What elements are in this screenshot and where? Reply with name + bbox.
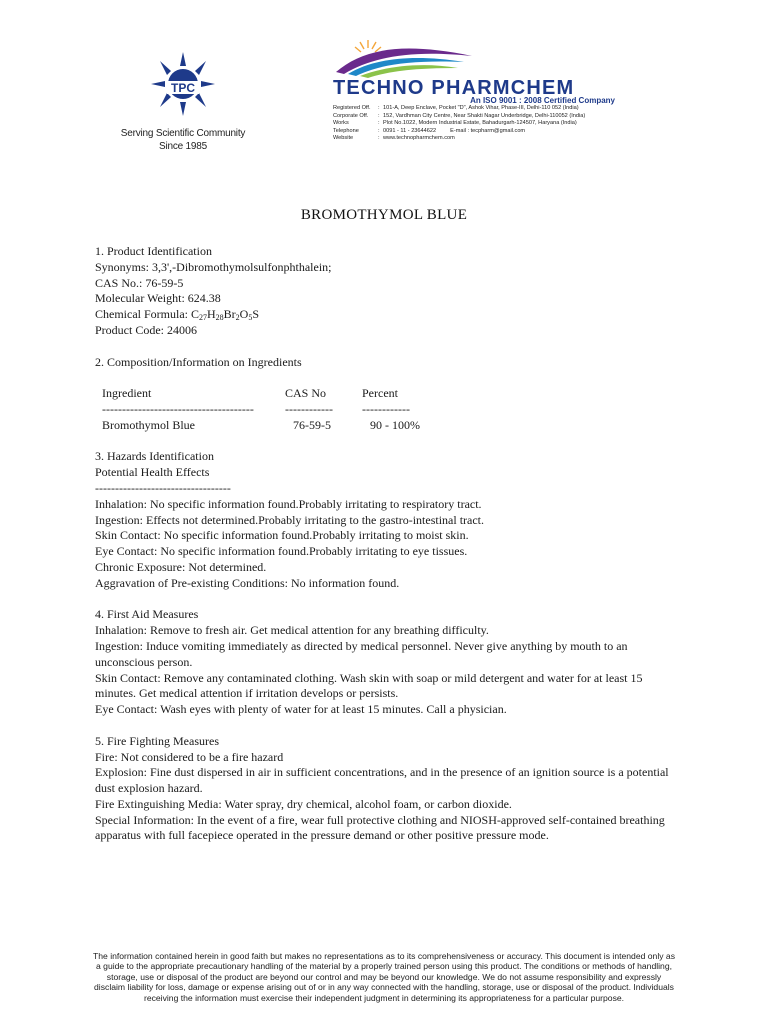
column-header: Ingredient <box>102 386 152 401</box>
fire-line: Explosion: Fine dust dispersed in air in sufficient concentrations, and in the presence of an ignition source is a potential dust explosion hazard. <box>95 765 669 796</box>
iso-certification: An ISO 9001 : 2008 Certified Company <box>470 96 615 105</box>
formula-subscript: 27 <box>199 313 207 323</box>
fire-line: Special Information: In the event of a fire, wear full protective clothing and NIOSH-approved self-contained breathing apparatus with full facepiece operated in the pressure demand or other positive pressure mode. <box>95 812 665 843</box>
address-separator: : <box>378 127 380 134</box>
section-heading: 4. First Aid Measures <box>95 607 199 622</box>
formula-subscript: 28 <box>215 313 224 323</box>
address-block <box>333 105 618 143</box>
formula-element: H <box>207 307 216 322</box>
address-row <box>333 105 618 113</box>
address-key: Corporate Off. <box>333 112 369 119</box>
address-row <box>333 135 618 143</box>
telephone-value: 0091 - 11 - 23644622 <box>383 127 437 134</box>
address-row <box>333 113 618 121</box>
percent-cell: 90 - 100% <box>370 417 420 432</box>
molecular-weight-line: Molecular Weight: 624.38 <box>95 291 221 306</box>
formula-element: S <box>252 307 260 322</box>
sun-emblem-icon <box>144 52 222 124</box>
address-separator: : <box>378 112 380 119</box>
table-row <box>102 418 680 434</box>
section-heading: 5. Fire Fighting Measures <box>95 733 219 748</box>
hazard-line: Eye Contact: No specific information found.Probably irritating to eye tissues. <box>95 544 468 559</box>
rule: ------------ <box>285 401 333 416</box>
address-separator: : <box>378 120 380 127</box>
section-heading: 2. Composition/Information on Ingredients <box>95 354 302 369</box>
email-value: E-mail : tecpharm@gmail.com <box>450 127 526 134</box>
rule: ------------ <box>362 401 410 416</box>
ingredients-table <box>102 386 680 433</box>
section-heading: 3. Hazards Identification <box>95 449 214 464</box>
address-separator: : <box>378 105 380 111</box>
hazard-line: Aggravation of Pre-existing Conditions: No information found. <box>95 575 400 590</box>
first-aid-line: Inhalation: Remove to fresh air. Get medical attention for any breathing difficulty. <box>95 623 489 638</box>
company-name: TECHNO PHARMCHEM <box>333 77 575 99</box>
footer-disclaimer: The information contained herein in good faith but makes no representations as to its comprehensiveness or accuracy. This document is intended only as a guide to the appropriate precautionary handling of the material by a properly trained person using this product. The conditions or methods of handling, storage, use or disposal of the product are beyond our control and may be beyond our knowledge. We do not assume responsibility and expressly disclaim liability for loss, damage or expense arising out of or in any way connected with the handling, storage, use or disposal of the product. Individuals receiving the information must exercise their independent judgment in determining its appropriateness for a particular purpose. <box>93 951 675 1003</box>
table-header-row <box>102 386 680 402</box>
tpc-since: Since 1985 <box>158 141 208 152</box>
formula-element: C <box>190 307 199 322</box>
formula-element: Br <box>223 307 236 322</box>
rule: -------------------------------------- <box>102 401 254 416</box>
address-key: Registered Off. <box>333 105 371 111</box>
chemical-formula-line <box>95 307 680 323</box>
website-value: www.technopharmchem.com <box>383 135 455 142</box>
first-aid-line: Skin Contact: Remove any contaminated clothing. Wash skin with soap or mild detergent and water for at least 15 minutes. Get medical attention if irritation develops or persists. <box>95 670 643 701</box>
table-rule-row <box>102 402 680 418</box>
column-header: Percent <box>362 386 398 401</box>
address-key: Website <box>333 135 354 142</box>
address-value: 101-A, Deep Enclave, Pocket "D", Ashok Vihar, Phase-III, Delhi-110 052 (India) <box>383 105 579 111</box>
section-heading: 1. Product Identification <box>95 244 212 258</box>
tpc-logo <box>108 52 258 152</box>
first-aid-line: Eye Contact: Wash eyes with plenty of water for at least 15 minutes. Call a physician. <box>95 702 507 717</box>
fire-line: Fire: Not considered to be a fire hazard <box>95 749 284 764</box>
logo-text: TPC <box>171 81 195 95</box>
hazard-line: Skin Contact: No specific information found.Probably irritating to moist skin. <box>95 528 469 543</box>
address-key: Works <box>333 120 349 127</box>
formula-subscript: 2 <box>235 313 240 323</box>
hazard-line: Chronic Exposure: Not determined. <box>95 559 267 574</box>
first-aid-line: Ingestion: Induce vomiting immediately as directed by medical personnel. Never give anything by mouth to an unconscious person. <box>95 638 628 669</box>
rule: ---------------------------------- <box>95 480 231 495</box>
document-title: BROMOTHYMOL BLUE <box>300 207 468 223</box>
tpc-tagline: Serving Scientific Community <box>120 128 246 139</box>
formula-subscript: 5 <box>248 313 253 323</box>
brand-swoosh-icon <box>334 38 474 78</box>
subheading: Potential Health Effects <box>95 465 210 480</box>
cas-cell: 76-59-5 <box>293 417 331 432</box>
address-separator: : <box>378 135 380 142</box>
address-value: Plot No.1022, Modern Industrial Estate, Bahadurgarh-124507, Haryana (India) <box>383 120 577 127</box>
hazard-line: Ingestion: Effects not determined.Probably irritating to the gastro-intestinal tract. <box>95 512 485 527</box>
hazard-line: Inhalation: No specific information found.Probably irritating to respiratory tract. <box>95 496 482 511</box>
cas-line: CAS No.: 76-59-5 <box>95 275 184 290</box>
formula-element: O <box>239 307 249 322</box>
document-content <box>95 244 680 844</box>
address-key: Telephone <box>333 127 359 134</box>
column-header: CAS No <box>285 386 327 401</box>
ingredient-cell: Bromothymol Blue <box>102 417 195 432</box>
address-row <box>333 128 618 136</box>
formula-label: Chemical Formula: <box>95 307 191 322</box>
address-row <box>333 120 618 128</box>
synonyms-line: Synonyms: 3,3',-Dibromothymolsulfonphthalein; <box>95 259 332 274</box>
address-value: 152, Vardhman City Centre, Near Shakti Nagar Underbridge, Delhi-110052 (India) <box>383 112 586 119</box>
fire-line: Fire Extinguishing Media: Water spray, dry chemical, alcohol foam, or carbon dioxide. <box>95 796 512 811</box>
product-code-line: Product Code: 24006 <box>95 322 197 337</box>
